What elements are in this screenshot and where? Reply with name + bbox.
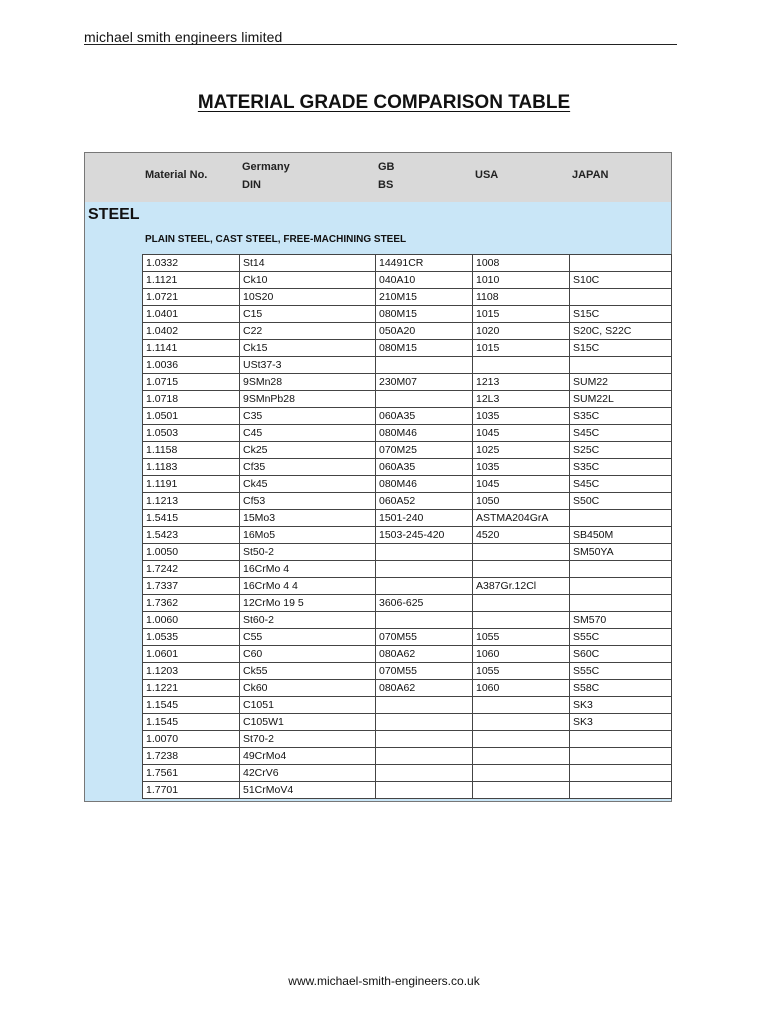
- din-cell: C105W1: [240, 714, 376, 731]
- japan-cell: SK3: [570, 697, 672, 714]
- material-no-cell: 1.0402: [143, 323, 240, 340]
- material-no-cell: 1.0715: [143, 374, 240, 391]
- table-body: [143, 255, 672, 799]
- din-cell: Ck15: [240, 340, 376, 357]
- japan-cell: [570, 510, 672, 527]
- bs-cell: [376, 391, 473, 408]
- bs-cell: 080M15: [376, 306, 473, 323]
- japan-cell: S10C: [570, 272, 672, 289]
- bs-cell: 070M55: [376, 629, 473, 646]
- bs-cell: 070M55: [376, 663, 473, 680]
- bs-cell: 080M46: [376, 425, 473, 442]
- bs-cell: [376, 697, 473, 714]
- din-cell: Ck10: [240, 272, 376, 289]
- usa-cell: A387Gr.12Cl: [473, 578, 570, 595]
- usa-cell: 1045: [473, 425, 570, 442]
- bs-cell: 080M46: [376, 476, 473, 493]
- din-cell: 49CrMo4: [240, 748, 376, 765]
- material-no-cell: 1.7362: [143, 595, 240, 612]
- material-no-cell: 1.1158: [143, 442, 240, 459]
- usa-cell: 1020: [473, 323, 570, 340]
- table-row: [143, 408, 672, 425]
- column-header-japan: JAPAN: [572, 169, 609, 181]
- material-no-cell: 1.0060: [143, 612, 240, 629]
- table-row: [143, 663, 672, 680]
- japan-cell: [570, 765, 672, 782]
- japan-cell: SUM22L: [570, 391, 672, 408]
- din-cell: 10S20: [240, 289, 376, 306]
- material-no-cell: 1.1213: [143, 493, 240, 510]
- bs-cell: 060A35: [376, 408, 473, 425]
- table-row: [143, 272, 672, 289]
- material-no-cell: 1.0501: [143, 408, 240, 425]
- japan-cell: S60C: [570, 646, 672, 663]
- japan-cell: S35C: [570, 408, 672, 425]
- din-cell: 16Mo5: [240, 527, 376, 544]
- column-header-din: DIN: [242, 179, 261, 191]
- table-row: [143, 357, 672, 374]
- usa-cell: [473, 748, 570, 765]
- material-no-cell: 1.0050: [143, 544, 240, 561]
- bs-cell: 1503-245-420: [376, 527, 473, 544]
- table-row: [143, 527, 672, 544]
- usa-cell: [473, 731, 570, 748]
- usa-cell: 1108: [473, 289, 570, 306]
- din-cell: Cf53: [240, 493, 376, 510]
- material-no-cell: 1.1545: [143, 714, 240, 731]
- japan-cell: [570, 255, 672, 272]
- bs-cell: 1501-240: [376, 510, 473, 527]
- usa-cell: [473, 782, 570, 799]
- din-cell: 51CrMoV4: [240, 782, 376, 799]
- din-cell: C1051: [240, 697, 376, 714]
- japan-cell: S55C: [570, 663, 672, 680]
- table-row: [143, 765, 672, 782]
- material-no-cell: 1.0601: [143, 646, 240, 663]
- usa-cell: ASTMA204GrA: [473, 510, 570, 527]
- column-header-material-no: Material No.: [145, 169, 208, 181]
- usa-cell: 1035: [473, 408, 570, 425]
- table-row: [143, 595, 672, 612]
- table-row: [143, 646, 672, 663]
- table-row: [143, 561, 672, 578]
- usa-cell: 1055: [473, 663, 570, 680]
- din-cell: St60-2: [240, 612, 376, 629]
- japan-cell: S50C: [570, 493, 672, 510]
- material-no-cell: 1.0535: [143, 629, 240, 646]
- material-no-cell: 1.0036: [143, 357, 240, 374]
- usa-cell: [473, 544, 570, 561]
- bs-cell: 050A20: [376, 323, 473, 340]
- japan-cell: [570, 731, 672, 748]
- table-row: [143, 680, 672, 697]
- table-row: [143, 612, 672, 629]
- material-no-cell: 1.1183: [143, 459, 240, 476]
- material-no-cell: 1.0070: [143, 731, 240, 748]
- column-header-gb: GB: [378, 161, 395, 173]
- japan-cell: S45C: [570, 425, 672, 442]
- usa-cell: 1035: [473, 459, 570, 476]
- japan-cell: [570, 357, 672, 374]
- usa-cell: 1050: [473, 493, 570, 510]
- japan-cell: [570, 782, 672, 799]
- usa-cell: 1015: [473, 340, 570, 357]
- column-header-bs: BS: [378, 179, 394, 191]
- usa-cell: [473, 612, 570, 629]
- din-cell: Ck25: [240, 442, 376, 459]
- table-row: [143, 442, 672, 459]
- table-row: [143, 697, 672, 714]
- japan-cell: SB450M: [570, 527, 672, 544]
- page-title: MATERIAL GRADE COMPARISON TABLE: [197, 92, 571, 113]
- material-no-cell: 1.0718: [143, 391, 240, 408]
- material-grade-table: [142, 254, 672, 799]
- material-no-cell: 1.7242: [143, 561, 240, 578]
- din-cell: Ck55: [240, 663, 376, 680]
- usa-cell: [473, 697, 570, 714]
- bs-cell: [376, 748, 473, 765]
- din-cell: 9SMnPb28: [240, 391, 376, 408]
- japan-cell: S45C: [570, 476, 672, 493]
- din-cell: C15: [240, 306, 376, 323]
- din-cell: Ck45: [240, 476, 376, 493]
- table-row: [143, 323, 672, 340]
- table-row: [143, 340, 672, 357]
- table-row: [143, 476, 672, 493]
- usa-cell: 1213: [473, 374, 570, 391]
- bs-cell: [376, 765, 473, 782]
- table-row: [143, 391, 672, 408]
- table-row: [143, 374, 672, 391]
- material-no-cell: 1.0332: [143, 255, 240, 272]
- material-no-cell: 1.1203: [143, 663, 240, 680]
- usa-cell: 1060: [473, 646, 570, 663]
- japan-cell: S25C: [570, 442, 672, 459]
- din-cell: Ck60: [240, 680, 376, 697]
- material-no-cell: 1.7701: [143, 782, 240, 799]
- japan-cell: [570, 561, 672, 578]
- japan-cell: [570, 595, 672, 612]
- usa-cell: [473, 595, 570, 612]
- bs-cell: 3606-625: [376, 595, 473, 612]
- table-row: [143, 510, 672, 527]
- bs-cell: [376, 357, 473, 374]
- usa-cell: [473, 765, 570, 782]
- din-cell: Cf35: [240, 459, 376, 476]
- japan-cell: [570, 578, 672, 595]
- bs-cell: [376, 782, 473, 799]
- material-no-cell: 1.1545: [143, 697, 240, 714]
- bs-cell: 230M07: [376, 374, 473, 391]
- table-row: [143, 425, 672, 442]
- table-row: [143, 714, 672, 731]
- din-cell: C22: [240, 323, 376, 340]
- din-cell: 16CrMo 4: [240, 561, 376, 578]
- din-cell: St14: [240, 255, 376, 272]
- footer-url: www.michael-smith-engineers.co.uk: [288, 974, 480, 988]
- japan-cell: [570, 748, 672, 765]
- material-no-cell: 1.5423: [143, 527, 240, 544]
- header-divider: [84, 44, 677, 45]
- usa-cell: 1045: [473, 476, 570, 493]
- table-row: [143, 493, 672, 510]
- material-no-cell: 1.1141: [143, 340, 240, 357]
- material-no-cell: 1.0721: [143, 289, 240, 306]
- din-cell: 16CrMo 4 4: [240, 578, 376, 595]
- japan-cell: S15C: [570, 340, 672, 357]
- din-cell: 9SMn28: [240, 374, 376, 391]
- material-no-cell: 1.1221: [143, 680, 240, 697]
- din-cell: USt37-3: [240, 357, 376, 374]
- table-row: [143, 289, 672, 306]
- din-cell: 15Mo3: [240, 510, 376, 527]
- bs-cell: [376, 731, 473, 748]
- bs-cell: [376, 714, 473, 731]
- din-cell: St70-2: [240, 731, 376, 748]
- column-header-germany: Germany: [242, 161, 290, 173]
- table-row: [143, 578, 672, 595]
- usa-cell: 1015: [473, 306, 570, 323]
- japan-cell: [570, 289, 672, 306]
- page-title-wrapper: [0, 92, 768, 114]
- bs-cell: 080M15: [376, 340, 473, 357]
- material-no-cell: 1.1121: [143, 272, 240, 289]
- usa-cell: 1025: [473, 442, 570, 459]
- table-row: [143, 306, 672, 323]
- bs-cell: 060A35: [376, 459, 473, 476]
- japan-cell: SM570: [570, 612, 672, 629]
- material-no-cell: 1.7337: [143, 578, 240, 595]
- din-cell: 12CrMo 19 5: [240, 595, 376, 612]
- table-row: [143, 629, 672, 646]
- column-header-usa: USA: [475, 169, 499, 181]
- material-no-cell: 1.5415: [143, 510, 240, 527]
- table-row: [143, 782, 672, 799]
- din-cell: C45: [240, 425, 376, 442]
- bs-cell: 070M25: [376, 442, 473, 459]
- bs-cell: 080A62: [376, 646, 473, 663]
- usa-cell: 4520: [473, 527, 570, 544]
- bs-cell: [376, 612, 473, 629]
- bs-cell: 080A62: [376, 680, 473, 697]
- usa-cell: 1060: [473, 680, 570, 697]
- table-row: [143, 544, 672, 561]
- section-title: STEEL: [88, 206, 140, 223]
- usa-cell: 12L3: [473, 391, 570, 408]
- table-row: [143, 748, 672, 765]
- bs-cell: 060A52: [376, 493, 473, 510]
- bs-cell: [376, 544, 473, 561]
- company-name: michael smith engineers limited: [84, 29, 283, 45]
- bs-cell: 210M15: [376, 289, 473, 306]
- bs-cell: [376, 561, 473, 578]
- table-row: [143, 459, 672, 476]
- table-row: [143, 731, 672, 748]
- subsection-title: PLAIN STEEL, CAST STEEL, FREE-MACHINING STEEL: [145, 234, 407, 245]
- din-cell: C35: [240, 408, 376, 425]
- usa-cell: [473, 357, 570, 374]
- material-no-cell: 1.0401: [143, 306, 240, 323]
- usa-cell: [473, 714, 570, 731]
- japan-cell: S35C: [570, 459, 672, 476]
- japan-cell: S20C, S22C: [570, 323, 672, 340]
- material-no-cell: 1.1191: [143, 476, 240, 493]
- japan-cell: SUM22: [570, 374, 672, 391]
- material-no-cell: 1.7238: [143, 748, 240, 765]
- japan-cell: SK3: [570, 714, 672, 731]
- bs-cell: [376, 578, 473, 595]
- din-cell: C60: [240, 646, 376, 663]
- japan-cell: S15C: [570, 306, 672, 323]
- material-no-cell: 1.7561: [143, 765, 240, 782]
- japan-cell: S55C: [570, 629, 672, 646]
- material-no-cell: 1.0503: [143, 425, 240, 442]
- din-cell: St50-2: [240, 544, 376, 561]
- din-cell: C55: [240, 629, 376, 646]
- bs-cell: 14491CR: [376, 255, 473, 272]
- japan-cell: S58C: [570, 680, 672, 697]
- usa-cell: [473, 561, 570, 578]
- usa-cell: 1010: [473, 272, 570, 289]
- din-cell: 42CrV6: [240, 765, 376, 782]
- usa-cell: 1008: [473, 255, 570, 272]
- usa-cell: 1055: [473, 629, 570, 646]
- bs-cell: 040A10: [376, 272, 473, 289]
- japan-cell: SM50YA: [570, 544, 672, 561]
- table-header: [85, 153, 671, 203]
- table-row: [143, 255, 672, 272]
